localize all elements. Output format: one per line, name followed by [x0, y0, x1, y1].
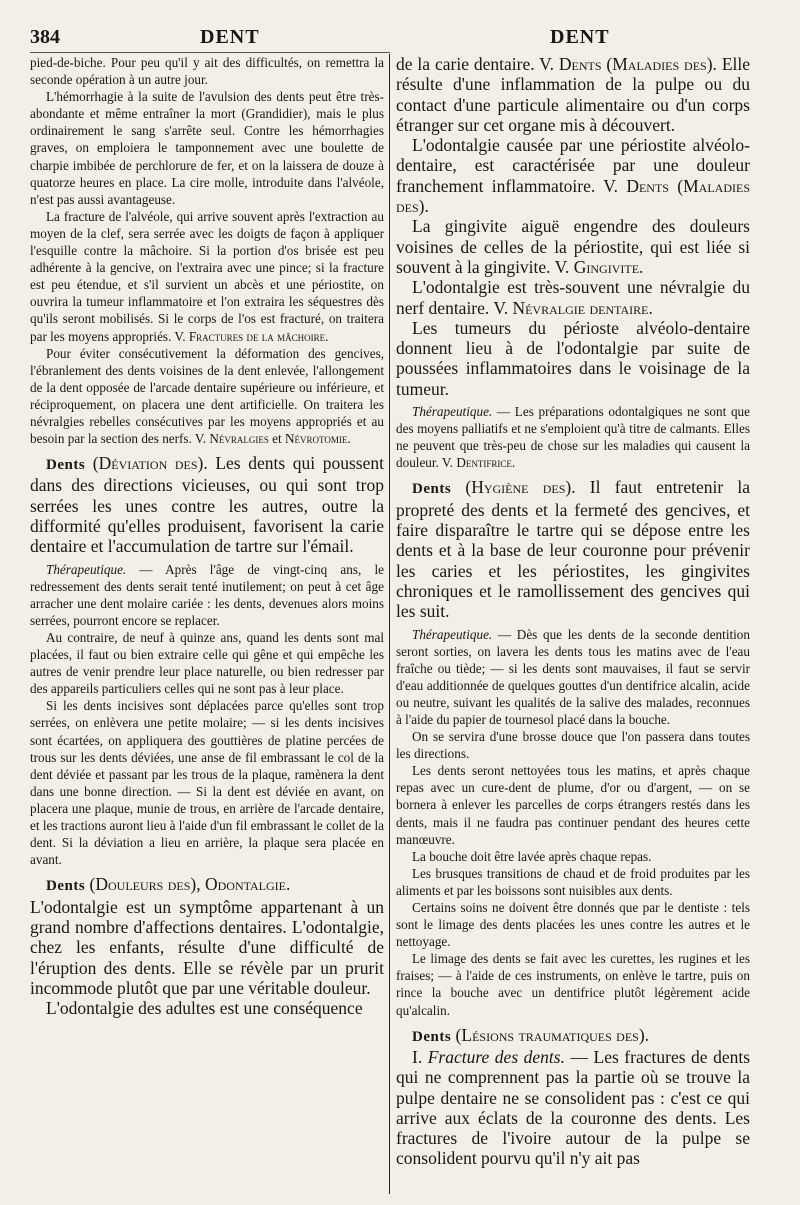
- paragraph: [396, 1047, 750, 1169]
- paragraph: L'odontalgie est un symptôme appartenant à un grand nombre d'affections dentaires. L'odontalgie, chez les enfants, résulte d'une difficulté de l'éruption des dents. Elle se révèle par un prurit incommode plutôt que par une véritable douleur.: [30, 896, 384, 998]
- paragraph: Le limage des dents se fait avec les curettes, les rugines et les fraises; — à l'aide de ces instruments, on enlève le tartre, puis on rince la bouche avec un dentifrice plutôt légèrement acide qu'alcalin.: [396, 951, 750, 1018]
- paragraph-text: et: [268, 431, 285, 447]
- paragraph: [30, 208, 384, 345]
- cross-reference: Névralgies: [209, 431, 269, 447]
- right-running-head: DENT: [550, 26, 610, 48]
- entry-heading: (Douleurs des), Odontalgie.: [85, 874, 291, 895]
- paragraph: L'hémorrhagie à la suite de l'avulsion des dents peut être très-abondante et même entraîner la mort (Grandidier), mais le plus ordinairement le sang s'arrête seul. Contre les hémorrhagies graves, on emploiera le tamponnement avec une boulette de charpie imbibée de perchlorure de fer, et on la laissera de douze à quatorze heures en place. La cire molle, introduite dans l'alvéole, n'est pas aussi avantageuse.: [30, 89, 384, 207]
- paragraph: [396, 277, 750, 318]
- paragraph: Certains soins ne doivent être donnés que par le dentiste : tels sont le limage des dents placées les unes contre les autres et le nettoyage.: [396, 900, 750, 950]
- cross-reference: Dents (Maladies des).: [558, 54, 717, 74]
- entry-intro: Les dents qui poussent dans des directions vicieuses, ou qui sont trop serrées les unes contre les autres, outre la difformité qu'elles produisent, favorisent la carie dentaire et l'accumulation de tartre sur l'émail.: [30, 453, 384, 557]
- header-rule: [30, 52, 390, 53]
- entry-lesions: [396, 1025, 750, 1047]
- paragraph: Les dents seront nettoyées tous les matins, et après chaque repas avec un cure-dent de plume, d'or ou d'argent, — on se bornera à enlever les parcelles de corps étrangers restés dans les dents, mais il ne faudra pas continuer pendant des heures cette manœuvre.: [396, 763, 750, 847]
- therapeutics-label: Thérapeutique.: [46, 561, 127, 577]
- left-column: [30, 54, 384, 1195]
- entry-headword: Dents: [412, 1028, 452, 1045]
- entry-heading: (Lésions traumatiques des).: [451, 1024, 650, 1045]
- page-header: [30, 26, 770, 50]
- paragraph-text: de la carie dentaire. V.: [396, 54, 559, 74]
- cross-reference: Névralgie dentaire.: [512, 297, 653, 318]
- cross-reference: Névrotomie.: [285, 431, 351, 447]
- paragraph: On se servira d'une brosse douce que l'on passera dans toutes les directions.: [396, 729, 750, 762]
- entry-headword: Dents: [46, 878, 86, 895]
- paragraph: L'odontalgie des adultes est une conséquence: [46, 998, 363, 1019]
- paragraph: [396, 626, 750, 729]
- right-column: [396, 54, 750, 1195]
- entry-heading: (Déviation des).: [85, 453, 208, 474]
- paragraph: [396, 216, 750, 277]
- entry-deviation: [30, 453, 384, 556]
- subsection-title: Fracture des dents.: [427, 1046, 565, 1067]
- therapeutics-label: Thérapeutique.: [412, 626, 493, 642]
- cross-reference: Dentifrice.: [456, 455, 516, 471]
- paragraph-text: — Après l'âge de vingt-cinq ans, le redressement des dents serait tenté inutilement; on peut à cet âge arracher une dent molaire cariée : les dents, devenues alors moins serrées, pourront encore se replacer.: [30, 561, 384, 628]
- paragraph-text: Pour éviter consécutivement la déformation des gencives, l'ébranlement des dents voisines de la dent enlevée, l'allongement de la dent opposée de l'arcade dentaire supérieure ou inférieure, et réciproquement, on placera une dent artificielle. On traitera les névralgies rebelles consécutives par les moyens appropriés et au besoin par la section des nerfs. V.: [30, 345, 384, 447]
- page-number: 384: [30, 26, 60, 48]
- paragraph-text: Elle résulte d'une inflammation de la pulpe ou du contact d'une particule alimentaire ou d'un corps étranger sur cet organe mis à découvert.: [396, 54, 750, 135]
- therapeutics-label: Thérapeutique.: [412, 404, 493, 420]
- entry-headword: Dents: [412, 481, 452, 498]
- entry-douleurs: [30, 874, 384, 896]
- paragraph-text: La fracture de l'alvéole, qui arrive souvent après l'extraction au moyen de la clef, sera serrée avec les doigts de façon à appliquer l'esquille contre la mâchoire. Si la portion d'os brisée est peu adhérente à la gencive, on l'extraira avec une pince; si la fracture est peu étendue, et s'il survient un abcès et une périostite, on ouvrira la tumeur inflammatoire et l'on extraira les séquestres dès qu'ils seront mobilisés. Si le corps de l'os est fracturé, on traitera par les moyens appropriés. V.: [30, 208, 384, 344]
- cross-reference: Dents (Maladies des).: [396, 175, 750, 217]
- paragraph-text: L'odontalgie est très-souvent une névralgie du nerf dentaire. V.: [396, 277, 750, 318]
- paragraph: Au contraire, de neuf à quinze ans, quand les dents sont mal placées, il faut ou bien extraire celle qui gêne et qui empêche les autres de venir prendre leur place naturelle, ou bien redresser par des appareils particuliers celles qui ne sont pas à leur place.: [30, 630, 384, 697]
- section-number: I.: [412, 1046, 428, 1067]
- paragraph: pied-de-biche. Pour peu qu'il y ait des difficultés, on remettra la seconde opération à un autre jour.: [30, 55, 384, 88]
- paragraph: La bouche doit être lavée après chaque repas.: [412, 848, 652, 864]
- paragraph-text: L'odontalgie causée par une périostite alvéolo-dentaire, est caractérisée par une douleur franchement inflammatoire. V.: [396, 135, 750, 196]
- entry-intro: Il faut entretenir la propreté des dents et la fermeté des gencives, et faire disparaître le tartre qui se dépose entre les dents et à la base de leur couronne pour prévenir les caries et les périostites, les gingivites chroniques et le ramollissement des gencives qui les suit.: [396, 477, 750, 622]
- paragraph: [396, 135, 750, 216]
- paragraph: [30, 345, 384, 448]
- paragraph: Les brusques transitions de chaud et de froid produites par les aliments et par les boissons sont nuisibles aux dents.: [396, 865, 750, 898]
- paragraph: Si les dents incisives sont déplacées parce qu'elles sont trop serrées, on enlèvera une petite molaire; — si les dents incisives sont écartées, on appliquera des gouttières de platine percées de trous sur les dents déviées, une anse de fil embrassant le col de la dent déviée et passant par les trous de la plaque, ramènera la dent dans une bonne direction. — Si la dent est déviée en avant, on placera une plaque, munie de trous, en arrière de l'arcade dentaire, et les tractions auront lieu à l'aide d'un fil embrassant le collet de la dent. Si la déviation a lieu en arrière, la plaque sera placée en avant.: [30, 698, 384, 868]
- paragraph-text: La gingivite aiguë engendre des douleurs voisines de celles de la périostite, qui est liée si souvent à la gingivite. V.: [396, 216, 750, 277]
- paragraph: [396, 403, 750, 471]
- paragraph: [396, 54, 750, 135]
- cross-reference: Gingivite.: [573, 256, 644, 277]
- paragraph-text: — Dès que les dents de la seconde dentition seront sorties, on lavera les dents tous les matins avec de l'eau fraîche ou tiède; — si les dents sont mauvaises, il faut se servir d'eau additionnée de quelques gouttes d'un dentifrice alcalin, acide ou neutre, suivant les qualités de la salive des malades, reconnues à l'aide du papier de tournesol placé dans la bouche.: [396, 626, 750, 727]
- entry-hygiene: [396, 477, 750, 621]
- column-divider: [389, 54, 390, 1194]
- entry-headword: Dents: [46, 457, 86, 474]
- left-running-head: DENT: [200, 26, 260, 48]
- cross-reference: Fractures de la mâchoire.: [188, 328, 329, 344]
- paragraph: [30, 561, 384, 629]
- paragraph: Les tumeurs du périoste alvéolo-dentaire donnent lieu à de l'odontalgie par suite de poussées inflammatoires dans le voisinage de la tumeur.: [396, 317, 750, 399]
- paragraph-text: — Les préparations odontalgiques ne sont que des moyens palliatifs et ne s'emploient qu'à titre de calmants. Elles ne peuvent que très-peu de chose sur les maladies qui causent la douleur. V.: [396, 404, 750, 471]
- entry-heading: (Hygiène des).: [451, 477, 576, 498]
- paragraph-text: — Les fractures de dents qui ne comprennent pas la partie où se trouve la pulpe dentaire ne se consolident pas : c'est ce qui arrive aux éclats de la couronne des dents. Les fractures de l'ivoire autour de la pulpe se consolident pourvu qu'il n'y ait pas: [396, 1046, 750, 1169]
